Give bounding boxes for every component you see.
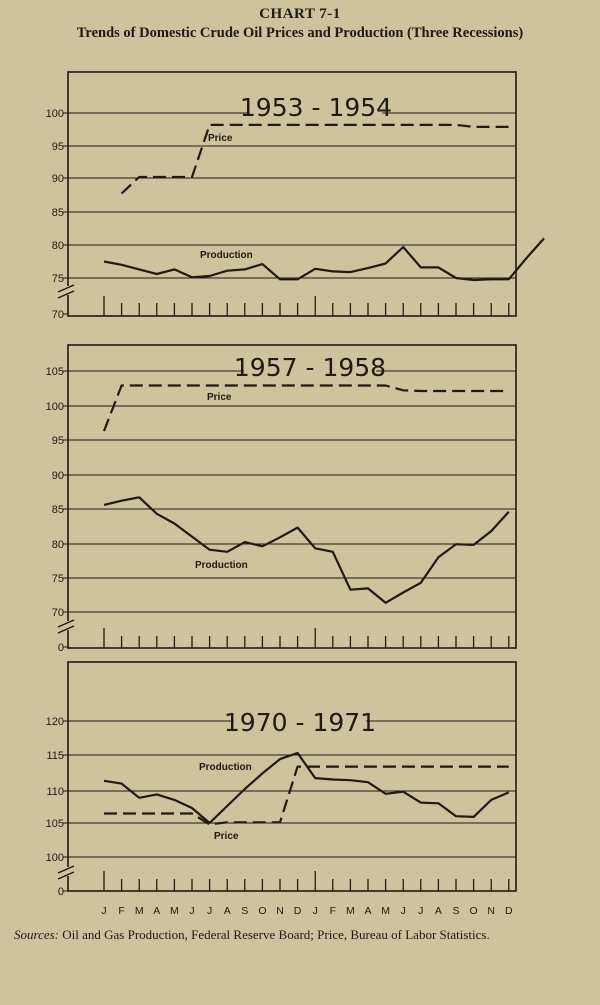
period-title: 1970 - 1971 (223, 708, 377, 737)
y-tick-label: 100 (45, 108, 64, 120)
x-tick-label: M (170, 905, 179, 917)
series-label-price: Price (207, 392, 232, 403)
x-tick-label: A (153, 905, 161, 917)
y-tick-label: 115 (46, 750, 64, 762)
y-tick-label: 0 (57, 642, 64, 654)
y-tick-label: 105 (45, 818, 64, 830)
y-tick-label: 90 (51, 173, 64, 185)
x-tick-label: M (346, 905, 355, 917)
y-tick-label: 110 (46, 786, 64, 798)
series-line-price (104, 767, 509, 825)
x-tick-label: S (241, 905, 249, 917)
x-tick-label: J (189, 905, 195, 917)
x-tick-label: O (469, 905, 478, 917)
y-tick-label: 70 (51, 309, 64, 321)
x-tick-label: D (293, 905, 302, 917)
y-tick-label: 80 (51, 539, 64, 551)
y-tick-label: 0 (57, 886, 64, 898)
x-tick-label: N (276, 905, 284, 917)
x-tick-label: J (418, 905, 424, 917)
series-label-production: Production (200, 250, 253, 261)
x-tick-label: A (223, 905, 231, 917)
series-label-production: Production (199, 762, 252, 773)
series-line-price (122, 125, 509, 194)
y-tick-label: 85 (51, 207, 64, 219)
y-tick-label: 70 (51, 607, 64, 619)
sources-label: Sources: (14, 927, 60, 942)
x-tick-label: D (505, 905, 513, 917)
x-tick-label: A (434, 905, 442, 917)
y-tick-label: 80 (51, 240, 64, 252)
chart-title: Trends of Domestic Crude Oil Prices and Production (Three Recessions) (76, 25, 524, 41)
x-tick-label: N (487, 905, 495, 917)
y-tick-label: 95 (51, 435, 64, 447)
plot-frame (68, 345, 516, 648)
series-line-production (104, 497, 509, 603)
series-label-production: Production (195, 560, 248, 571)
x-tick-label: F (329, 905, 337, 917)
series-label-price: Price (208, 133, 233, 144)
chart-panel-3 (46, 662, 516, 917)
x-tick-label: O (258, 905, 267, 917)
series-label-price: Price (214, 831, 239, 842)
y-tick-label: 85 (51, 504, 64, 516)
y-tick-label: 105 (45, 366, 64, 378)
x-tick-label: M (381, 905, 390, 917)
chart-panel-2 (46, 345, 516, 654)
y-tick-label: 120 (45, 716, 64, 728)
x-tick-label: S (452, 905, 460, 917)
y-tick-label: 100 (45, 401, 64, 413)
series-line-price (104, 386, 509, 432)
chart-panel-1 (46, 72, 544, 321)
y-tick-label: 95 (51, 141, 64, 153)
x-tick-label: F (118, 905, 125, 917)
x-tick-label: J (206, 905, 213, 917)
x-tick-label: M (134, 905, 144, 917)
chart-number: CHART 7-1 (259, 6, 341, 22)
period-title: 1957 - 1958 (233, 353, 387, 382)
sources-text: Oil and Gas Production, Federal Reserve Board; Price, Bureau of Labor Statistics. (62, 927, 490, 942)
y-tick-label: 75 (51, 273, 64, 285)
sources-note (14, 926, 582, 943)
period-title: 1953 - 1954 (239, 93, 393, 122)
x-tick-label: J (101, 905, 107, 917)
y-tick-label: 90 (51, 470, 64, 482)
x-tick-label: J (312, 905, 318, 917)
y-tick-label: 75 (51, 573, 64, 585)
x-tick-label: J (400, 905, 406, 917)
x-tick-label: A (364, 905, 372, 917)
y-tick-label: 100 (45, 852, 64, 864)
